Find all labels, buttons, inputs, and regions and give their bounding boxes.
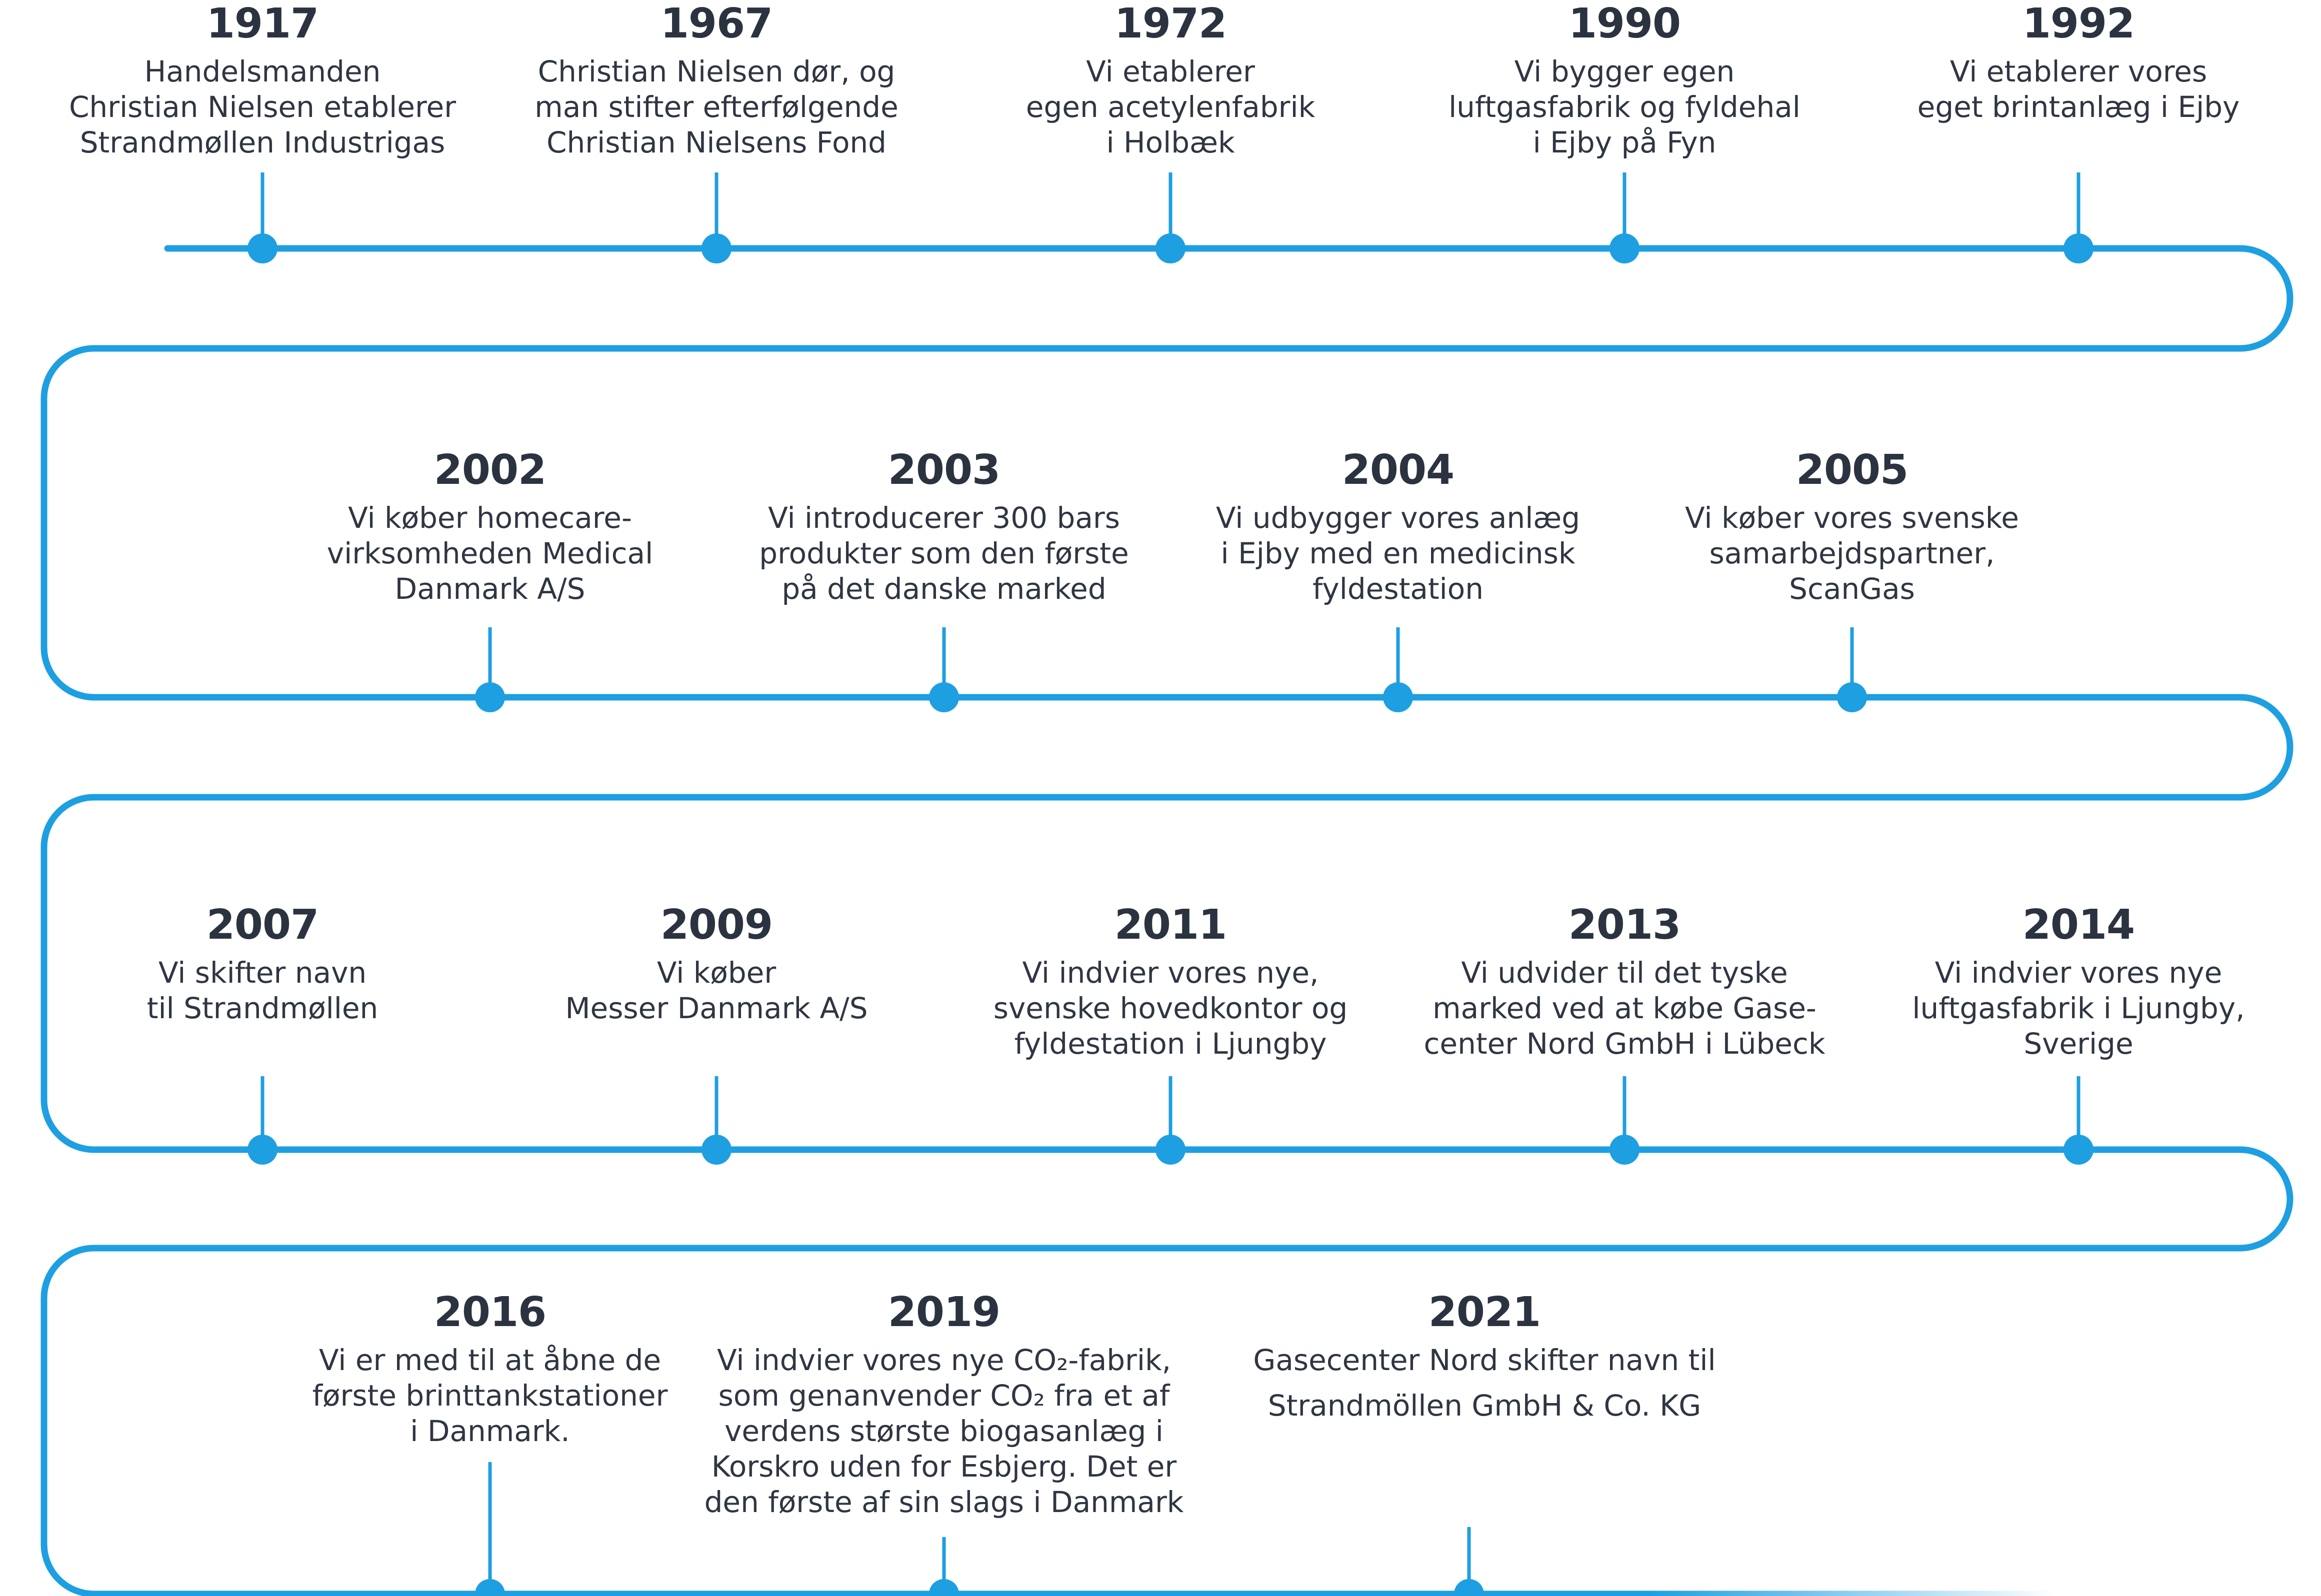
milestone-description [240, 1343, 740, 1449]
milestone-year: 2019 [888, 1289, 1000, 1336]
milestone-description [1828, 955, 2321, 1062]
milestone-dot [1383, 682, 1413, 712]
milestone-dot [1156, 1135, 1186, 1165]
milestone-description-line: Vi bygger egen [1514, 54, 1735, 88]
milestone-2005 [1602, 446, 2102, 607]
milestone-dot [702, 233, 732, 263]
milestone-2019 [694, 1289, 1194, 1520]
milestone-description-line: center Nord GmbH i Lübeck [1424, 1027, 1826, 1061]
milestone-description [1374, 955, 1874, 1062]
milestone-description-line: Christian Nielsen etablerer [68, 90, 456, 124]
milestone-description [694, 1343, 1194, 1520]
milestone-dot [929, 682, 959, 712]
milestone-2016 [240, 1289, 740, 1449]
milestone-description-line: Danmark A/S [394, 572, 586, 606]
milestone-description-line: virksomheden Medical [326, 536, 654, 570]
milestone-description-line: Vi skifter navn [158, 956, 367, 990]
milestone-year: 1972 [1114, 0, 1227, 47]
milestone-dot [1610, 1135, 1640, 1165]
milestone-description-line: Vi indvier vores nye CO₂-fabrik, [716, 1343, 1172, 1377]
milestone-description-line: som genanvender CO₂ fra et af [718, 1379, 1170, 1413]
milestone-2021 [1234, 1289, 1734, 1424]
milestone-year: 2016 [434, 1289, 546, 1336]
milestone-description [466, 955, 966, 1026]
milestone-dot [475, 682, 505, 712]
milestone-description-line: Vi er med til at åbne de [318, 1343, 662, 1377]
milestone-2009 [466, 901, 966, 1026]
milestone-2003 [694, 446, 1194, 607]
milestone-description-line: Vi køber vores svenske [1685, 501, 2019, 535]
milestone-description-line: Handelsmanden [144, 54, 381, 88]
milestone-description [466, 54, 966, 160]
milestone-dot [1454, 1579, 1484, 1596]
milestone-2002 [240, 446, 740, 607]
milestone-description [1602, 500, 2102, 607]
milestone-description-line: Strandmöllen GmbH & Co. KG [1268, 1389, 1702, 1423]
milestone-dot [1610, 233, 1640, 263]
milestone-description-line: i Ejby med en medicinsk [1220, 536, 1576, 570]
milestone-description-line: i Ejby på Fyn [1532, 125, 1716, 159]
milestone-description-line: Gasecenter Nord skifter navn til [1253, 1343, 1716, 1377]
milestone-year: 2009 [660, 901, 773, 949]
milestone-description [1828, 54, 2321, 125]
milestone-2014 [1828, 901, 2321, 1062]
milestone-description-line: Messer Danmark A/S [565, 991, 868, 1025]
milestone-year: 2014 [2022, 901, 2135, 949]
milestone-dot [929, 1579, 959, 1596]
milestone-description-line: på det danske marked [782, 572, 1106, 606]
milestone-dot [2064, 233, 2094, 263]
milestone-description-line: samarbejdspartner, [1709, 536, 1995, 570]
milestone-description [12, 54, 512, 160]
milestone-description [1234, 1343, 1734, 1424]
milestone-description-line: første brinttankstationer [312, 1379, 668, 1413]
milestone-description-line: i Danmark. [410, 1414, 570, 1448]
milestone-1967 [466, 0, 966, 160]
milestone-2011 [920, 901, 1420, 1062]
milestone-description [1148, 500, 1648, 607]
milestone-description-line: ScanGas [1789, 572, 1915, 606]
milestone-description-line: Vi etablerer vores [1950, 54, 2208, 88]
milestone-dot [248, 1135, 278, 1165]
milestone-description-line: fyldestation i Ljungby [1014, 1027, 1327, 1061]
milestone-description-line: Vi indvier vores nye [1934, 956, 2222, 990]
milestone-description-line: Vi indvier vores nye, [1022, 956, 1319, 990]
milestone-description [694, 500, 1194, 607]
milestone-description-line: Christian Nielsen dør, og [538, 54, 896, 88]
milestone-year: 2013 [1568, 901, 1681, 949]
milestone-description-line: Strandmøllen Industrigas [80, 125, 446, 159]
milestone-description-line: svenske hovedkontor og [993, 991, 1348, 1025]
milestone-description [240, 500, 740, 607]
milestone-1990 [1374, 0, 1874, 160]
milestone-year: 2021 [1428, 1289, 1541, 1336]
milestone-year: 1992 [2022, 0, 2135, 47]
milestone-dot [1156, 233, 1186, 263]
milestone-description [1374, 54, 1874, 160]
milestone-description [12, 955, 512, 1026]
milestone-description-line: Vi etablerer [1086, 54, 1255, 88]
milestone-1992 [1828, 0, 2321, 125]
milestone-description-line: Sverige [2024, 1027, 2134, 1061]
milestone-description-line: Vi udbygger vores anlæg [1216, 501, 1580, 535]
milestone-dot [1837, 682, 1867, 712]
milestone-dot [248, 233, 278, 263]
milestone-year: 2004 [1342, 446, 1454, 494]
milestone-description-line: luftgasfabrik i Ljungby, [1912, 991, 2245, 1025]
milestone-dot [702, 1135, 732, 1165]
milestone-year: 2007 [206, 901, 319, 949]
milestone-description-line: man stifter efterfølgende [534, 90, 898, 124]
milestone-description-line: egen acetylenfabrik [1026, 90, 1316, 124]
milestone-description-line: produkter som den første [759, 536, 1129, 570]
milestone-description-line: Korskro uden for Esbjerg. Det er [711, 1450, 1177, 1484]
milestone-description-line: Vi udvider til det tyske [1461, 956, 1788, 990]
milestone-description-line: luftgasfabrik og fyldehal [1448, 90, 1800, 124]
milestone-year: 1917 [206, 0, 319, 47]
milestone-2013 [1374, 901, 1874, 1062]
milestone-description-line: Vi køber homecare- [348, 501, 632, 535]
milestone-2004 [1148, 446, 1648, 607]
milestone-year: 1990 [1568, 0, 1681, 47]
milestone-description-line: eget brintanlæg i Ejby [1917, 90, 2240, 124]
milestone-1917 [12, 0, 512, 160]
milestone-year: 2005 [1796, 446, 1908, 494]
milestone-description-line: Vi køber [656, 956, 776, 990]
milestone-description-line: den første af sin slags i Danmark [704, 1485, 1184, 1519]
milestone-description-line: i Holbæk [1106, 125, 1235, 159]
milestone-description [920, 54, 1420, 160]
milestone-year: 2011 [1114, 901, 1227, 949]
milestone-year: 1967 [660, 0, 773, 47]
milestone-description-line: fyldestation [1312, 572, 1484, 606]
milestone-description-line: Vi introducerer 300 bars [768, 501, 1120, 535]
milestone-year: 2003 [888, 446, 1000, 494]
milestone-2007 [12, 901, 512, 1026]
milestone-description-line: verdens største biogasanlæg i [724, 1414, 1164, 1448]
milestone-dot [475, 1579, 505, 1596]
milestone-description-line: til Strandmøllen [146, 991, 378, 1025]
milestone-year: 2002 [434, 446, 546, 494]
milestone-1972 [920, 0, 1420, 160]
milestone-description [920, 955, 1420, 1062]
milestone-dot [2064, 1135, 2094, 1165]
milestone-description-line: Christian Nielsens Fond [546, 125, 886, 159]
milestone-description-line: marked ved at købe Gase- [1432, 991, 1816, 1025]
